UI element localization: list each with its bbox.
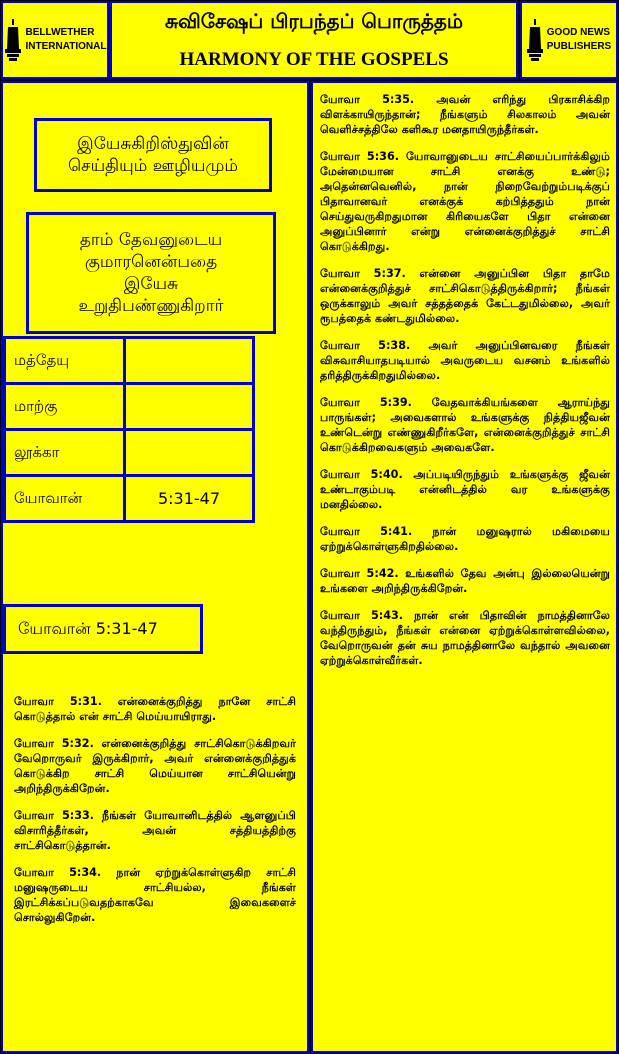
- section-title-line-2: செய்தியும் ஊழியமும்: [67, 156, 239, 176]
- verse-paragraph: யோவா 5:40. அப்படியிருந்தும் உங்களுக்கு ஜீவன் உண்டாகும்படி என்னிடத்தில் வர உங்களுக்கு மனதில்லை.: [320, 468, 610, 511]
- verses-left: [14, 694, 296, 937]
- table-row: [5, 430, 254, 476]
- logo-line-1: BELLWETHER: [25, 27, 95, 38]
- gospel-name: யோவான்: [5, 476, 125, 522]
- gospel-reference-table: [3, 336, 255, 523]
- gospel-name: லூக்கா: [5, 430, 125, 476]
- bell-icon: [527, 19, 543, 61]
- gospel-ref: [125, 384, 254, 430]
- gospel-name: மாற்கு: [5, 384, 125, 430]
- page-title-tamil: சுவிசேஷப் பிரபந்தப் பொருத்தம்: [164, 9, 464, 33]
- verses-right: [320, 92, 610, 680]
- verse-paragraph: யோவா 5:37. என்னை அனுப்பின பிதா தாமே என்னைக்குறித்துச் சாட்சிகொடுத்திருக்கிறார்; நீங்கள் ஒருக்காலும் அவர் சத்தத்தைக் கேட்டதுமில்லை, அவர் ரூபத்தைக் கண்டதுமில்லை.: [320, 267, 610, 325]
- verse-paragraph: யோவா 5:38. அவர் அனுப்பினவரை நீங்கள் விசுவாசியாதபடியால் அவருடைய வசனம் உங்களில் தரித்திருக்கிறதுமில்லை.: [320, 339, 610, 382]
- table-row: [5, 384, 254, 430]
- topic-title-line-4: உறுதிபண்ணுகிறார்: [78, 296, 224, 316]
- logo-line-2: INTERNATIONAL: [25, 41, 107, 52]
- verse-paragraph: யோவா 5:42. உங்களில் தேவ அன்பு இல்லையென்று உங்களை அறிந்திருக்கிறேன்.: [320, 567, 610, 595]
- topic-title: [26, 212, 276, 334]
- topic-title-line-2: குமாரனென்பதை: [84, 252, 218, 272]
- section-title: [34, 118, 272, 192]
- logo-line-2: PUBLISHERS: [546, 41, 612, 52]
- verse-paragraph: யோவா 5:36. யோவானுடைய சாட்சியைப்பார்க்கிலும் மேன்மையான சாட்சி எனக்கு உண்டு; அதென்னவெனில், நான் நிறைவேற்றும்படிக்குப் பிதாவானவர் எனக்குக் கற்பித்ததும் நான் செய்துவருகிறதுமான கிரியைகளே பிதா என்னை அனுப்பினார் என்று என்னைக்குறித்துச் சாட்சி கொடுக்கிறது.: [320, 150, 610, 253]
- passage-reference: [3, 604, 203, 654]
- topic-title-line-1: தாம் தேவனுடைய: [79, 230, 223, 250]
- gospel-ref: 5:31-47: [125, 476, 254, 522]
- verse-paragraph: யோவா 5:43. நான் என் பிதாவின் நாமத்தினாலே வந்திருந்தும், நீங்கள் என்னை ஏற்றுக்கொள்ளவில்லை, வேறொருவன் தன் சுய நாமத்தினாலே வந்தால் அவனை ஏற்றுக்கொள்வீர்கள்.: [320, 609, 610, 667]
- verse-paragraph: யோவா 5:33. நீங்கள் யோவானிடத்தில் ஆளனுப்பி விசாரித்தீர்கள், அவன் சத்தியத்திற்கு சாட்சிகொடுத்தான்.: [14, 809, 296, 852]
- verse-paragraph: யோவா 5:41. நான் மனுஷரால் மகிமையை ஏற்றுக்கொள்ளுகிறதில்லை.: [320, 525, 610, 553]
- good-news-logo-box: [520, 1, 618, 79]
- section-title-line-1: இயேசுகிறிஸ்துவின்: [77, 134, 229, 154]
- verse-paragraph: யோவா 5:35. அவன் எரிந்து பிரகாசிக்கிற விளக்காயிருந்தான்; நீங்களும் சிலகாலம் அவன் வெளிச்சத்திலே களிகூர மனதாயிருந்தீர்கள்.: [320, 93, 610, 136]
- bellwether-logo-box: [1, 1, 109, 79]
- verse-paragraph: யோவா 5:39. வேதவாக்கியங்களை ஆராய்ந்து பாருங்கள்; அவைகளால் உங்களுக்கு நித்தியஜீவன் உண்டென்று எண்ணுகிறீர்களே, என்னைக்குறித்துச் சாட்சி கொடுக்கிறவைகளும் அவைகளே.: [320, 396, 610, 454]
- bell-icon: [4, 19, 22, 61]
- passage-reference-text: யோவான் 5:31-47: [18, 619, 158, 638]
- topic-title-line-3: இயேசு: [123, 274, 179, 294]
- verse-paragraph: யோவா 5:31. என்னைக்குறித்து நானே சாட்சி கொடுத்தால் என் சாட்சி மெய்யாயிராது.: [14, 695, 296, 723]
- verse-paragraph: யோவா 5:32. என்னைக்குறித்து சாட்சிகொடுக்கிறவர் வேறொருவர் இருக்கிறார், அவர் என்னைக்குறித்துக் கொடுக்கிற சாட்சி மெய்யான சாட்சியென்று அறிந்திருக்கிறேன்.: [14, 737, 296, 795]
- logo-line-1: GOOD NEWS: [546, 27, 611, 38]
- header-title-box: [110, 1, 518, 79]
- table-row: [5, 338, 254, 384]
- gospel-ref: [125, 430, 254, 476]
- verse-paragraph: யோவா 5:34. நான் ஏற்றுக்கொள்ளுகிற சாட்சி மனுஷருடைய சாட்சியல்ல, நீங்கள் இரட்சிக்கப்படுவதற்காகவே இவைகளைச் சொல்லுகிறேன்.: [14, 866, 296, 924]
- gospel-name: மத்தேயு: [5, 338, 125, 384]
- table-row: [5, 476, 254, 522]
- gospel-ref: [125, 338, 254, 384]
- page-title-english: HARMONY OF THE GOSPELS: [179, 49, 449, 70]
- bellwether-logo-text: [26, 26, 107, 54]
- good-news-logo-text: [547, 26, 611, 54]
